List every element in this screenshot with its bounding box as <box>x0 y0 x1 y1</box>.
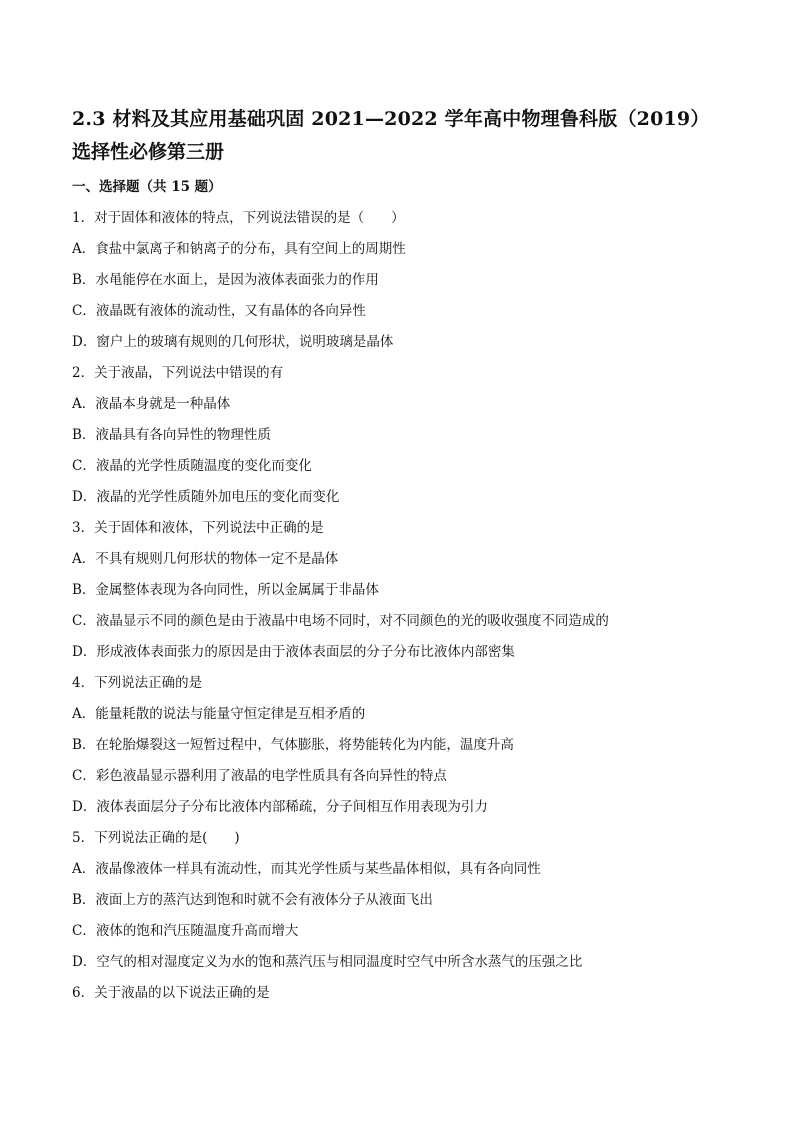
option-d: D．形成液体表面张力的原因是由于液体表面层的分子分布比液体内部密集 <box>72 644 515 660</box>
option-b: B．水黾能停在水面上，是因为液体表面张力的作用 <box>72 272 379 288</box>
option-b: B．在轮胎爆裂这一短暂过程中，气体膨胀，将势能转化为内能，温度升高 <box>72 737 514 753</box>
question-stem: 4．下列说法正确的是 <box>72 675 203 691</box>
document-title-continued: 选择性必修第三册 <box>72 141 225 163</box>
option-d: D．窗户上的玻璃有规则的几何形状，说明玻璃是晶体 <box>72 334 394 350</box>
question-stem: 1．对于固体和液体的特点，下列说法错误的是（ ） <box>72 210 405 226</box>
option-a: A．能量耗散的说法与能量守恒定律是互相矛盾的 <box>72 706 366 722</box>
option-c: C．液晶既有液体的流动性，又有晶体的各向异性 <box>72 303 366 319</box>
question-5 <box>72 823 734 978</box>
question-2 <box>72 358 734 513</box>
option-c: C．液晶显示不同的颜色是由于液晶中电场不同时，对不同颜色的光的吸收强度不同造成的 <box>72 613 609 629</box>
question-stem: 2．关于液晶，下列说法中错误的有 <box>72 365 284 381</box>
document-title: 2.3 材料及其应用基础巩固 2021—2022 学年高中物理鲁科版（2019） <box>72 108 710 130</box>
section-heading: 一、选择题（共 15 题） <box>72 179 222 195</box>
question-stem: 5．下列说法正确的是( ) <box>72 830 240 846</box>
option-b: B．液晶具有各向异性的物理性质 <box>72 427 271 443</box>
question-4 <box>72 668 734 823</box>
option-d: D．液体表面层分子分布比液体内部稀疏，分子间相互作用表现为引力 <box>72 799 488 815</box>
option-c: C．彩色液晶显示器利用了液晶的电学性质具有各向异性的特点 <box>72 768 447 784</box>
option-a: A．液晶本身就是一种晶体 <box>72 396 231 412</box>
option-a: A．食盐中氯离子和钠离子的分布，具有空间上的周期性 <box>72 241 406 257</box>
question-stem: 6．关于液晶的以下说法正确的是 <box>72 985 270 1001</box>
option-a: A．液晶像液体一样具有流动性，而其光学性质与某些晶体相似，具有各向同性 <box>72 861 541 877</box>
option-b: B．金属整体表现为各向同性，所以金属属于非晶体 <box>72 582 379 598</box>
question-6 <box>72 978 734 1009</box>
question-3 <box>72 513 734 668</box>
question-stem: 3．关于固体和液体，下列说法中正确的是 <box>72 520 324 536</box>
option-b: B．液面上方的蒸汽达到饱和时就不会有液体分子从液面飞出 <box>72 892 433 908</box>
option-d: D．空气的相对湿度定义为水的饱和蒸汽压与相同温度时空气中所含水蒸气的压强之比 <box>72 954 583 970</box>
option-a: A．不具有规则几何形状的物体一定不是晶体 <box>72 551 339 567</box>
option-c: C．液体的饱和汽压随温度升高而增大 <box>72 923 299 939</box>
option-c: C．液晶的光学性质随温度的变化而变化 <box>72 458 312 474</box>
question-1 <box>72 203 734 358</box>
option-d: D．液晶的光学性质随外加电压的变化而变化 <box>72 489 340 505</box>
